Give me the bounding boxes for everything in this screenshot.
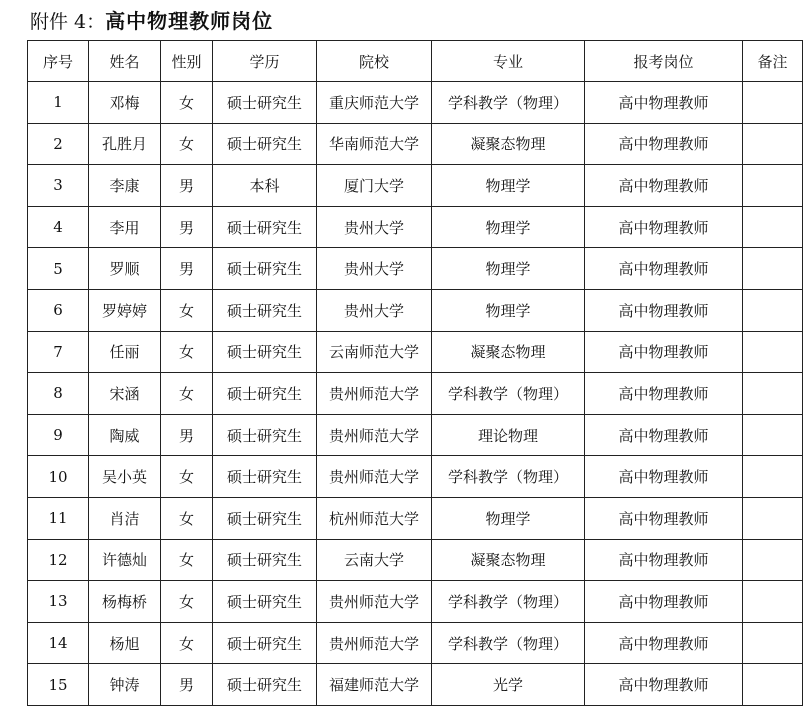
cell-education: 硕士研究生 — [213, 206, 317, 248]
cell-note — [743, 456, 803, 498]
cell-post: 高中物理教师 — [585, 622, 743, 664]
cell-major: 物理学 — [432, 497, 585, 539]
cell-gender: 男 — [161, 206, 213, 248]
cell-gender: 女 — [161, 539, 213, 581]
cell-no: 1 — [28, 82, 89, 124]
cell-education: 硕士研究生 — [213, 497, 317, 539]
cell-no: 10 — [28, 456, 89, 498]
cell-note — [743, 331, 803, 373]
cell-gender: 女 — [161, 82, 213, 124]
table-row — [28, 581, 803, 623]
cell-no: 13 — [28, 581, 89, 623]
cell-gender: 女 — [161, 373, 213, 415]
cell-name: 任丽 — [89, 331, 161, 373]
cell-education: 硕士研究生 — [213, 123, 317, 165]
header-cell-school: 院校 — [317, 41, 432, 82]
cell-education: 硕士研究生 — [213, 289, 317, 331]
cell-major: 物理学 — [432, 165, 585, 207]
cell-education: 硕士研究生 — [213, 414, 317, 456]
table-row — [28, 622, 803, 664]
cell-major: 凝聚态物理 — [432, 123, 585, 165]
cell-name: 宋涵 — [89, 373, 161, 415]
table-body — [28, 82, 803, 706]
cell-major: 学科教学（物理） — [432, 82, 585, 124]
cell-note — [743, 82, 803, 124]
cell-note — [743, 206, 803, 248]
cell-post: 高中物理教师 — [585, 206, 743, 248]
cell-gender: 女 — [161, 497, 213, 539]
cell-note — [743, 497, 803, 539]
cell-post: 高中物理教师 — [585, 581, 743, 623]
table-row — [28, 456, 803, 498]
cell-no: 2 — [28, 123, 89, 165]
table-row — [28, 82, 803, 124]
table-row — [28, 373, 803, 415]
header-cell-gender: 性别 — [161, 41, 213, 82]
cell-post: 高中物理教师 — [585, 456, 743, 498]
cell-name: 李用 — [89, 206, 161, 248]
cell-school: 贵州师范大学 — [317, 373, 432, 415]
cell-name: 吴小英 — [89, 456, 161, 498]
cell-no: 7 — [28, 331, 89, 373]
cell-post: 高中物理教师 — [585, 414, 743, 456]
cell-note — [743, 414, 803, 456]
candidate-table — [27, 40, 803, 706]
cell-education: 硕士研究生 — [213, 456, 317, 498]
cell-education: 硕士研究生 — [213, 248, 317, 290]
cell-post: 高中物理教师 — [585, 373, 743, 415]
page-title — [30, 6, 273, 36]
cell-post: 高中物理教师 — [585, 123, 743, 165]
cell-school: 云南大学 — [317, 539, 432, 581]
table-row — [28, 123, 803, 165]
cell-name: 罗顺 — [89, 248, 161, 290]
cell-major: 凝聚态物理 — [432, 539, 585, 581]
cell-major: 光学 — [432, 664, 585, 706]
cell-no: 14 — [28, 622, 89, 664]
cell-education: 硕士研究生 — [213, 82, 317, 124]
cell-note — [743, 664, 803, 706]
cell-school: 贵州大学 — [317, 206, 432, 248]
cell-school: 贵州师范大学 — [317, 622, 432, 664]
cell-school: 贵州大学 — [317, 289, 432, 331]
table-row — [28, 289, 803, 331]
cell-education: 硕士研究生 — [213, 664, 317, 706]
cell-school: 杭州师范大学 — [317, 497, 432, 539]
header-cell-education: 学历 — [213, 41, 317, 82]
title-text: 高中物理教师岗位 — [105, 9, 274, 33]
header-cell-no: 序号 — [28, 41, 89, 82]
cell-post: 高中物理教师 — [585, 165, 743, 207]
cell-education: 硕士研究生 — [213, 581, 317, 623]
cell-school: 厦门大学 — [317, 165, 432, 207]
cell-no: 9 — [28, 414, 89, 456]
table-row — [28, 497, 803, 539]
table-header-row — [28, 41, 803, 82]
header-cell-post: 报考岗位 — [585, 41, 743, 82]
cell-school: 华南师范大学 — [317, 123, 432, 165]
cell-major: 物理学 — [432, 248, 585, 290]
table-row — [28, 539, 803, 581]
cell-name: 李康 — [89, 165, 161, 207]
cell-post: 高中物理教师 — [585, 289, 743, 331]
cell-gender: 男 — [161, 248, 213, 290]
cell-name: 杨梅桥 — [89, 581, 161, 623]
cell-post: 高中物理教师 — [585, 664, 743, 706]
cell-no: 5 — [28, 248, 89, 290]
cell-education: 硕士研究生 — [213, 539, 317, 581]
cell-school: 贵州师范大学 — [317, 581, 432, 623]
cell-note — [743, 581, 803, 623]
cell-school: 贵州师范大学 — [317, 456, 432, 498]
cell-name: 钟涛 — [89, 664, 161, 706]
header-cell-note: 备注 — [743, 41, 803, 82]
cell-note — [743, 248, 803, 290]
cell-major: 学科教学（物理） — [432, 581, 585, 623]
cell-no: 12 — [28, 539, 89, 581]
cell-no: 15 — [28, 664, 89, 706]
cell-post: 高中物理教师 — [585, 82, 743, 124]
table-row — [28, 165, 803, 207]
cell-no: 6 — [28, 289, 89, 331]
header-cell-name: 姓名 — [89, 41, 161, 82]
cell-major: 理论物理 — [432, 414, 585, 456]
cell-school: 贵州大学 — [317, 248, 432, 290]
cell-note — [743, 539, 803, 581]
cell-gender: 男 — [161, 414, 213, 456]
cell-no: 3 — [28, 165, 89, 207]
cell-school: 福建师范大学 — [317, 664, 432, 706]
cell-no: 11 — [28, 497, 89, 539]
cell-school: 贵州师范大学 — [317, 414, 432, 456]
cell-name: 肖洁 — [89, 497, 161, 539]
cell-education: 硕士研究生 — [213, 373, 317, 415]
cell-no: 8 — [28, 373, 89, 415]
cell-name: 邓梅 — [89, 82, 161, 124]
cell-major: 学科教学（物理） — [432, 456, 585, 498]
cell-major: 物理学 — [432, 206, 585, 248]
cell-note — [743, 165, 803, 207]
cell-name: 陶威 — [89, 414, 161, 456]
cell-note — [743, 123, 803, 165]
cell-gender: 女 — [161, 331, 213, 373]
attachment-label: 附件 4： — [30, 11, 106, 33]
cell-education: 硕士研究生 — [213, 622, 317, 664]
cell-major: 物理学 — [432, 289, 585, 331]
cell-post: 高中物理教师 — [585, 248, 743, 290]
cell-post: 高中物理教师 — [585, 497, 743, 539]
cell-no: 4 — [28, 206, 89, 248]
cell-post: 高中物理教师 — [585, 539, 743, 581]
cell-name: 许德灿 — [89, 539, 161, 581]
cell-gender: 女 — [161, 123, 213, 165]
cell-education: 硕士研究生 — [213, 331, 317, 373]
cell-gender: 女 — [161, 622, 213, 664]
table-row — [28, 664, 803, 706]
header-cell-major: 专业 — [432, 41, 585, 82]
table-row — [28, 414, 803, 456]
cell-note — [743, 289, 803, 331]
cell-gender: 男 — [161, 165, 213, 207]
cell-note — [743, 373, 803, 415]
cell-major: 凝聚态物理 — [432, 331, 585, 373]
cell-gender: 女 — [161, 581, 213, 623]
cell-name: 杨旭 — [89, 622, 161, 664]
cell-school: 云南师范大学 — [317, 331, 432, 373]
cell-gender: 女 — [161, 289, 213, 331]
cell-education: 本科 — [213, 165, 317, 207]
table-row — [28, 206, 803, 248]
cell-name: 罗婷婷 — [89, 289, 161, 331]
cell-name: 孔胜月 — [89, 123, 161, 165]
table-row — [28, 248, 803, 290]
cell-major: 学科教学（物理） — [432, 622, 585, 664]
cell-gender: 男 — [161, 664, 213, 706]
cell-gender: 女 — [161, 456, 213, 498]
cell-major: 学科教学（物理） — [432, 373, 585, 415]
cell-school: 重庆师范大学 — [317, 82, 432, 124]
table-row — [28, 331, 803, 373]
cell-note — [743, 622, 803, 664]
cell-post: 高中物理教师 — [585, 331, 743, 373]
